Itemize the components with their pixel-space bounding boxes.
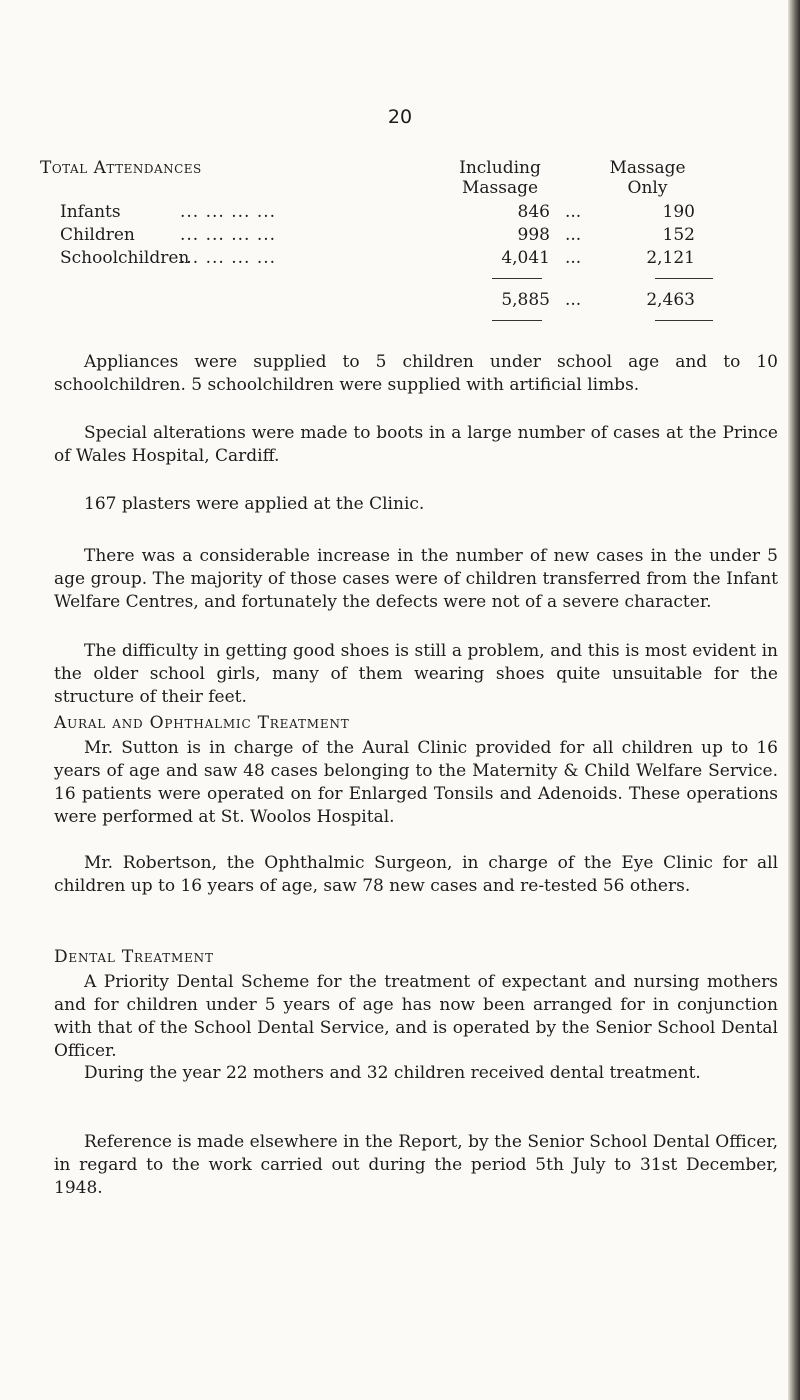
section-heading-aural: Aural and Ophthalmic Treatment	[54, 713, 350, 733]
separator-dots: ...	[565, 225, 582, 245]
attendances-heading: Total Attendances	[40, 158, 202, 178]
value-including: 846	[517, 202, 550, 222]
scan-edge-shadow	[788, 0, 800, 1400]
col-including-massage: Including Massage	[459, 158, 541, 198]
value-massage-only: 152	[662, 225, 695, 245]
value-massage-only: 190	[662, 202, 695, 222]
double-rule	[655, 320, 713, 321]
paragraph-robertson: Mr. Robertson, the Ophthalmic Surgeon, in charge of the Eye Clinic for all children up to 16 years of age, saw 78 new cases and re-tested 56 others.	[54, 853, 778, 896]
section-heading-dental: Dental Treatment	[54, 947, 214, 967]
paragraph-priority: A Priority Dental Scheme for the treatment of expectant and nursing mothers and for children under 5 years of age has now been arranged for in conjunction with that of the School Dental Service, and is operated by the Senior School Dental Officer.	[54, 972, 778, 1061]
paragraph-shoes: The difficulty in getting good shoes is still a problem, and this is most evident in the older school girls, many of them wearing shoes quite unsuitable for the structure of their feet.	[54, 641, 778, 707]
value-including: 4,041	[501, 248, 550, 268]
table-row	[60, 202, 700, 222]
totals-row	[60, 290, 700, 310]
page-number: 20	[387, 106, 413, 128]
total-including: 5,885	[501, 290, 550, 310]
table-row	[60, 248, 700, 268]
total-massage-only: 2,463	[646, 290, 695, 310]
paragraph-plasters: 167 plasters were applied at the Clinic.	[84, 494, 425, 514]
paragraph-increase: There was a considerable increase in the number of new cases in the under 5 age group. The majority of those cases were of children transferred from the Infant Welfare Centres, and fortunately the defects were not of a severe character.	[54, 546, 778, 612]
row-label: Infants	[60, 202, 121, 222]
paragraph-appliances: Appliances were supplied to 5 children under school age and to 10 schoolchildren. 5 schoolchildren were supplied with artificial limbs.	[54, 352, 778, 395]
table-row	[60, 225, 700, 245]
row-label: Schoolchildren	[60, 248, 190, 268]
col-massage-only: Massage Only	[609, 158, 686, 198]
separator-dots: ...	[565, 248, 582, 268]
row-label: Children	[60, 225, 135, 245]
value-including: 998	[517, 225, 550, 245]
separator-dots: ...	[565, 290, 582, 310]
paragraph-during: During the year 22 mothers and 32 children received dental treatment.	[84, 1063, 701, 1083]
value-massage-only: 2,121	[646, 248, 695, 268]
sum-rule	[655, 278, 713, 279]
double-rule	[492, 320, 542, 321]
paragraph-sutton: Mr. Sutton is in charge of the Aural Clinic provided for all children up to 16 years of age and saw 48 cases belonging to the Maternity & Child Welfare Service. 16 patients were operated on for Enlarged Tonsils and Adenoids. These operations were performed at St. Woolos Hospital.	[54, 738, 778, 827]
paragraph-reference: Reference is made elsewhere in the Report, by the Senior School Dental Officer, in regard to the work carried out during the period 5th July to 31st December, 1948.	[54, 1132, 778, 1198]
separator-dots: ...	[565, 202, 582, 222]
paragraph-alterations: Special alterations were made to boots in a large number of cases at the Prince of Wales Hospital, Cardiff.	[54, 423, 778, 466]
leader-dots: ... ... ... ...	[180, 202, 277, 222]
leader-dots: ... ... ... ...	[180, 248, 277, 268]
leader-dots: ... ... ... ...	[180, 225, 277, 245]
sum-rule	[492, 278, 542, 279]
